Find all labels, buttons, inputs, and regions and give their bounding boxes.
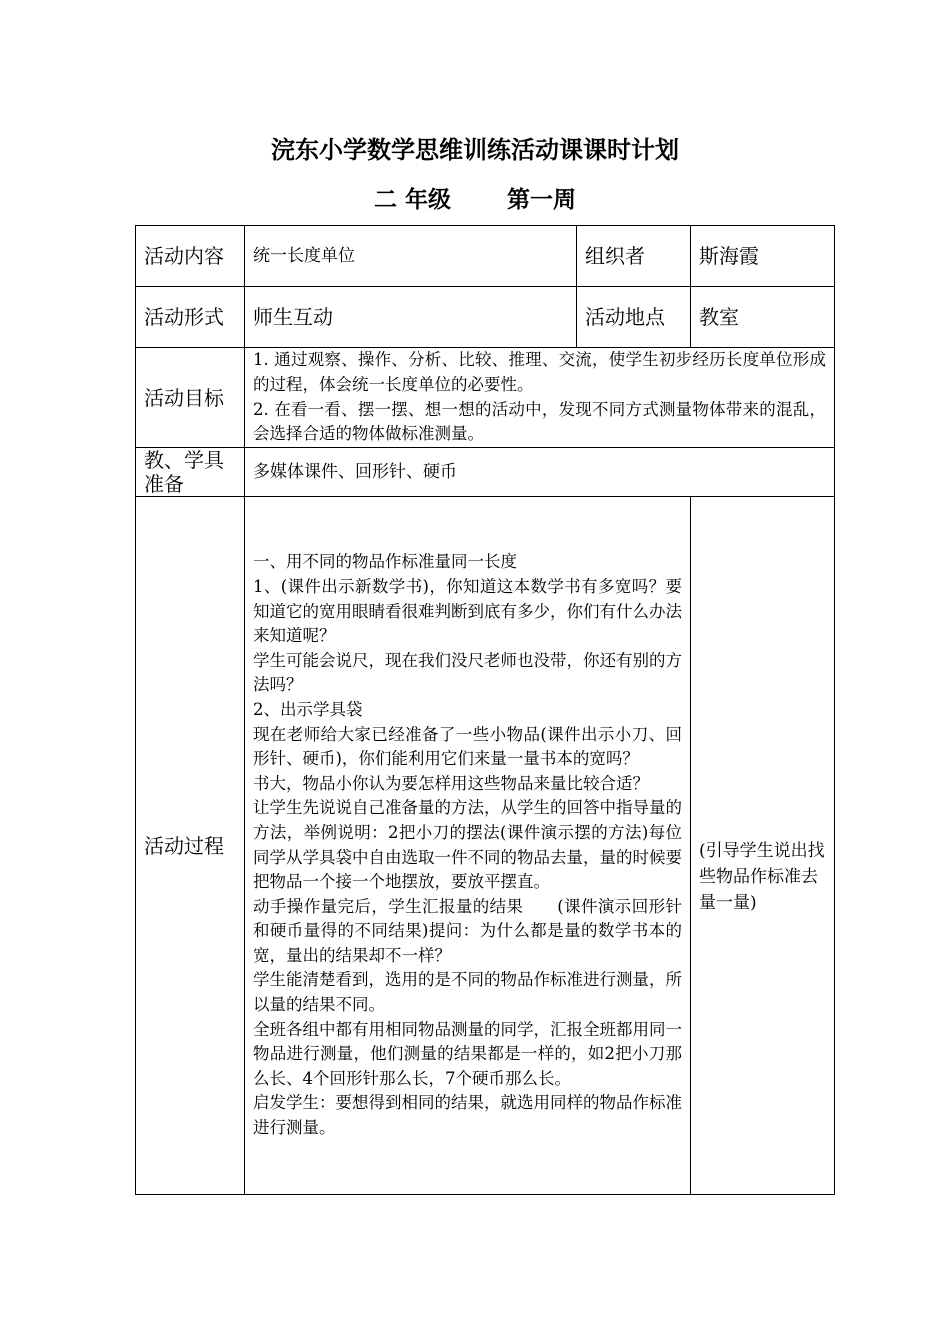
organizer-value: 斯海霞	[691, 226, 835, 287]
location-value: 教室	[691, 287, 835, 348]
process-cell	[245, 497, 691, 1195]
process-note: (引导学生说出找些物品作标准去量一量)	[699, 840, 825, 913]
process-note-cell	[691, 497, 835, 1195]
process-paragraph: 学生可能会说尺，现在我们没尺老师也没带，你还有别的方法吗？	[253, 650, 682, 695]
goal-item: 1. 通过观察、操作、分析、比较、推理、交流，使学生初步经历长度单位形成的过程，体会统一长度单位的必要性。	[253, 350, 826, 394]
lesson-plan-table	[135, 225, 835, 1195]
process-paragraph: 让学生先说说自己准备量的方法，从学生的回答中指导量的方法，举例说明：2把小刀的摆法(课件演示摆的方法)每位同学从学具袋中自由选取一件不同的物品去量，量的时候要把物品一个接一个地摆放，要放平摆直。	[253, 798, 682, 892]
process-paragraph: 学生能清楚看到，选用的是不同的物品作标准进行测量，所以量的结果不同。	[253, 970, 682, 1015]
row-process	[136, 497, 835, 1195]
location-label: 活动地点	[577, 287, 691, 348]
process-label: 活动过程	[136, 497, 245, 1195]
goal-label: 活动目标	[136, 348, 245, 448]
form-label: 活动形式	[136, 287, 245, 348]
prep-label: 教、学具准备	[136, 448, 245, 497]
goal-cell	[245, 348, 835, 448]
grade-label: 二 年级	[373, 187, 451, 213]
process-paragraph: 书大，物品小你认为要怎样用这些物品来量比较合适？	[253, 773, 649, 793]
row-goals	[136, 348, 835, 448]
prep-value: 多媒体课件、回形针、硬币	[245, 448, 835, 497]
process-paragraph: 2、出示学具袋	[253, 699, 363, 719]
process-paragraph: 全班各组中都有用相同物品测量的同学，汇报全班都用同一物品进行测量，他们测量的结果都是一样的，如2把小刀那么长、4个回形针那么长，7个硬币那么长。	[253, 1019, 682, 1088]
row-prep	[136, 448, 835, 497]
form-value: 师生互动	[245, 287, 577, 348]
process-paragraph: 现在老师给大家已经准备了一些小物品(课件出示小刀、回形针、硬币)，你们能利用它们来量一量书本的宽吗？	[253, 724, 682, 769]
goal-item: 2. 在看一看、摆一摆、想一想的活动中，发现不同方式测量物体带来的混乱，会选择合适的物体做标准测量。	[253, 399, 826, 444]
organizer-label: 组织者	[577, 226, 691, 287]
week-label: 第一周	[507, 187, 576, 213]
row-form	[136, 287, 835, 348]
process-paragraph: 启发学生：要想得到相同的结果，就选用同样的物品作标准进行测量。	[253, 1093, 682, 1138]
process-paragraph: 一、用不同的物品作标准量同一长度	[253, 552, 517, 572]
page-subtitle	[0, 184, 950, 216]
content-label: 活动内容	[136, 226, 245, 287]
process-paragraph: 动手操作量完后，学生汇报量的结果 (课件演示回形针和硬币量得的不同结果)提问：为什么都是量的数学书本的宽，量出的结果却不一样？	[253, 896, 682, 965]
process-paragraph: 1、(课件出示新数学书)，你知道这本数学书有多宽吗？要知道它的宽用眼睛看很难判断到底有多少，你们有什么办法来知道呢？	[253, 576, 682, 646]
content-value: 统一长度单位	[245, 226, 577, 287]
row-content	[136, 226, 835, 287]
page-title: 浣东小学数学思维训练活动课课时计划	[271, 136, 679, 164]
